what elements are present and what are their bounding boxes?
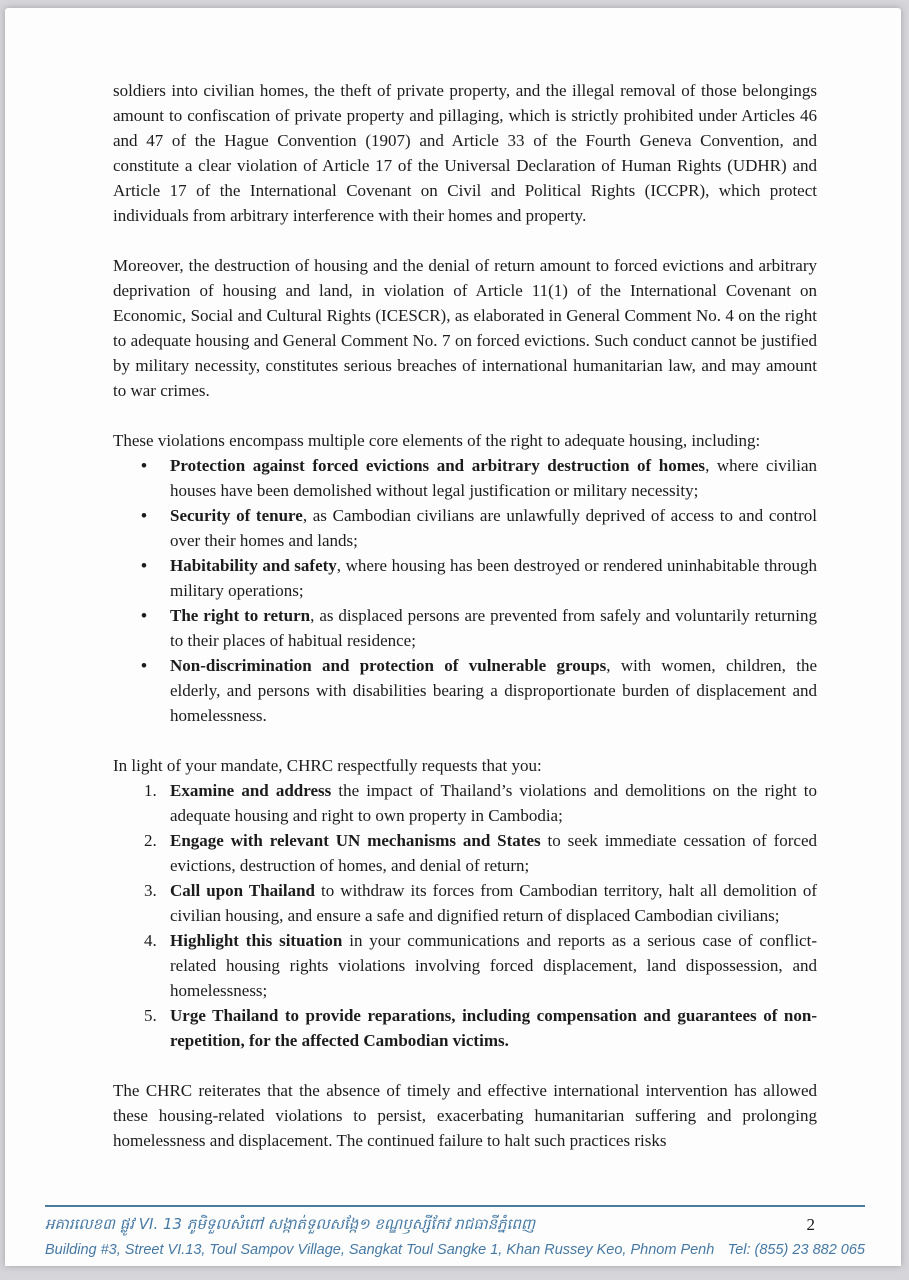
housing-elements-bullet-list	[113, 453, 817, 728]
request-rest-text: in your communications and reports as a serious case of conflict-related housing rights violations involving forced displacement, land dispossession, and homelessness;	[170, 931, 817, 1000]
paragraph-closing: The CHRC reiterates that the absence of timely and effective international intervention has allowed these housing-related violations to persist, exacerbating humanitarian suffering and prolonging homelessness and displacement. The continued failure to halt such practices risks	[113, 1081, 817, 1150]
request-item-call-upon-thailand	[113, 878, 817, 928]
request-number: 2.	[144, 831, 157, 850]
letter-body	[113, 78, 817, 1178]
footer-address-khmer: អគារលេខ៣ ផ្លូវ VI. 13 ភូមិទួលសំពៅ សង្កាត់ទួលសង្កែ១ ខណ្ឌឫស្សីកែវ រាជធានីភ្នំពេញ	[45, 1215, 536, 1233]
bullet-bold-text: The right to return	[170, 606, 311, 625]
request-number: 1.	[144, 781, 157, 800]
request-item-urge-reparations	[113, 1003, 817, 1053]
bullet-rest-text: , as displaced persons are prevented from safely and voluntarily returning to their places of habitual residence;	[170, 606, 817, 650]
request-rest-text: to withdraw its forces from Cambodian territory, halt all demolition of civilian housing, and ensure a safe and dignified return of displaced Cambodian civilians;	[170, 881, 818, 925]
request-item-engage	[113, 828, 817, 878]
bullet-bold-text: Habitability and safety	[170, 556, 337, 575]
bullet-marker: •	[141, 456, 147, 475]
request-item-highlight	[113, 928, 817, 1003]
bullet-bold-text: Security of tenure	[170, 506, 303, 525]
bullet-rest-text: , with women, children, the elderly, and persons with disabilities bearing a disproportionate burden of displacement and homelessness.	[170, 656, 817, 725]
paragraph-forced-evictions: Moreover, the destruction of housing and the denial of return amount to forced evictions and arbitrary deprivation of housing and land, in violation of Article 11(1) of the International Covenant on Economic, Social and Cultural Rights (ICESCR), as elaborated in General Comment No. 4 on the right to adequate housing and General Comment No. 7 on forced evictions. Such conduct cannot be justified by military necessity, constitutes serious breaches of international humanitarian law, and may amount to war crimes.	[113, 256, 817, 400]
footer-address-english: Building #3, Street VI.13, Toul Sampov Village, Sangkat Toul Sangke 1, Khan Russey Keo, Phnom Penh	[45, 1242, 715, 1258]
bullet-item-habitability	[113, 553, 817, 603]
page-number: 2	[806, 1215, 815, 1234]
bullet-item-forced-evictions	[113, 453, 817, 503]
document-page	[5, 8, 901, 1266]
request-bold-text: Call upon Thailand	[170, 881, 316, 900]
bullet-bold-text: Non-discrimination and protection of vulnerable groups	[170, 656, 607, 675]
bullet-marker: •	[141, 656, 147, 675]
bullet-item-security-of-tenure	[113, 503, 817, 553]
bullet-rest-text: , as Cambodian civilians are unlawfully deprived of access to and control over their homes and lands;	[170, 506, 817, 550]
request-number: 4.	[144, 931, 157, 950]
bullet-marker: •	[141, 506, 147, 525]
bullet-item-non-discrimination	[113, 653, 817, 728]
chrc-requests-numbered-list	[113, 778, 817, 1053]
bullet-rest-text: , where civilian houses have been demolished without legal justification or military necessity;	[170, 456, 817, 500]
request-rest-text: to seek immediate cessation of forced evictions, destruction of homes, and denial of return;	[170, 831, 817, 875]
request-bold-text: Urge Thailand to provide reparations, including compensation and guarantees of non-repetition, for the affected Cambodian victims.	[170, 1006, 817, 1050]
request-number: 5.	[144, 1006, 157, 1025]
request-bold-text: Examine and address	[170, 781, 332, 800]
request-bold-text: Engage with relevant UN mechanisms and States	[170, 831, 541, 850]
request-number: 3.	[144, 881, 157, 900]
bullet-item-right-to-return	[113, 603, 817, 653]
requests-intro: In light of your mandate, CHRC respectfully requests that you:	[113, 756, 542, 775]
bullet-bold-text: Protection against forced evictions and arbitrary destruction of homes	[170, 456, 706, 475]
letterhead-footer	[45, 1205, 865, 1258]
paragraph-pillaging-violations: soldiers into civilian homes, the theft of private property, and the illegal removal of those belongings amount to confiscation of private property and pillaging, which is strictly prohibited under Articles 46 and 47 of the Hague Convention (1907) and Article 33 of the Fourth Geneva Convention, and constitute a clear violation of Article 17 of the Universal Declaration of Human Rights (UDHR) and Article 17 of the International Covenant on Civil and Political Rights (ICCPR), which protect individuals from arbitrary interference with their homes and property.	[113, 81, 817, 225]
bullet-rest-text: , where housing has been destroyed or rendered uninhabitable through military operations;	[170, 556, 817, 600]
bullet-list-intro: These violations encompass multiple core elements of the right to adequate housing, including:	[113, 431, 761, 450]
bullet-marker: •	[141, 606, 147, 625]
request-bold-text: Highlight this situation	[170, 931, 343, 950]
request-item-examine	[113, 778, 817, 828]
footer-divider	[45, 1205, 865, 1207]
request-rest-text: the impact of Thailand’s violations and demolitions on the right to adequate housing and right to own property in Cambodia;	[170, 781, 817, 825]
bullet-marker: •	[141, 556, 147, 575]
footer-telephone: Tel: (855) 23 882 065	[727, 1242, 865, 1258]
